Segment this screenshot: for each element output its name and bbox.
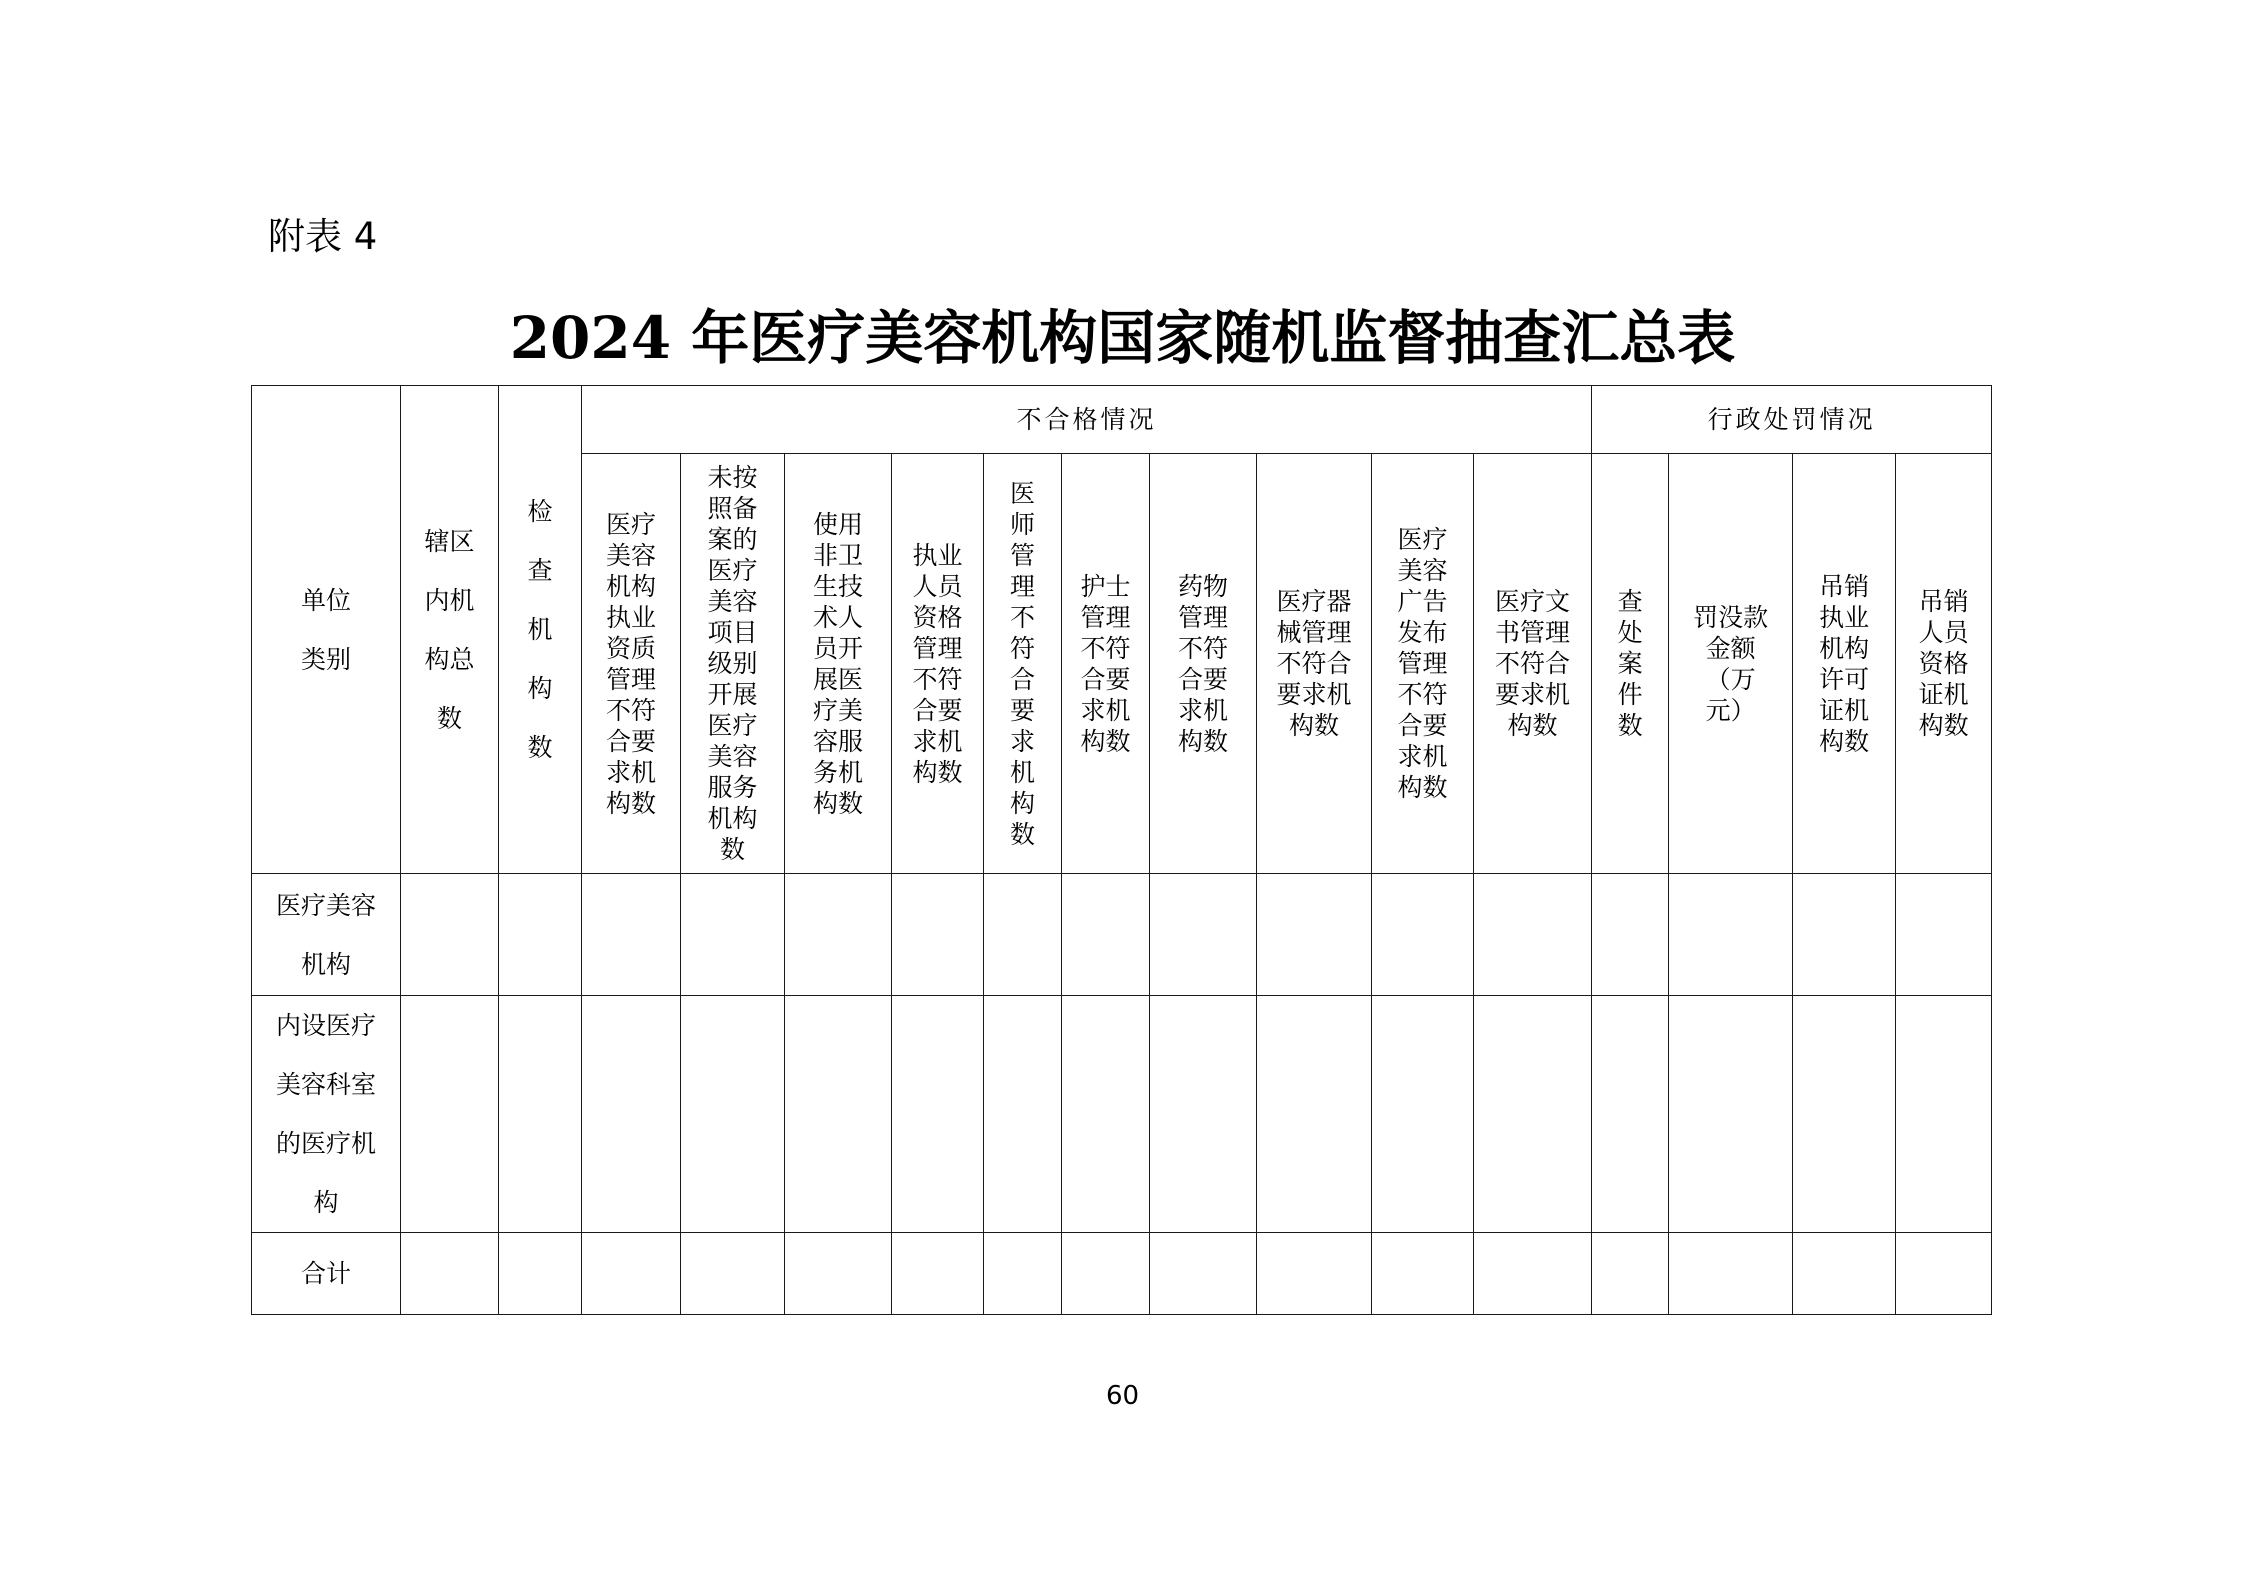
header-noncompliance-col: 医疗器 械管理 不符合 要求机 构数 [1257,454,1372,874]
empty-cell[interactable] [681,874,785,996]
header-penalty-col: 吊销 人员 资格 证机 构数 [1896,454,1992,874]
empty-cell[interactable] [1257,996,1372,1233]
table-row [252,996,1992,1233]
empty-cell[interactable] [1150,874,1257,996]
empty-cell[interactable] [1896,996,1992,1233]
empty-cell[interactable] [1592,1233,1669,1315]
header-noncompliance-col: 护士 管理 不符 合要 求机 构数 [1062,454,1150,874]
empty-cell[interactable] [401,996,499,1233]
empty-cell[interactable] [1474,996,1592,1233]
empty-cell[interactable] [1257,874,1372,996]
header-penalty-col: 吊销 执业 机构 许可 证机 构数 [1793,454,1896,874]
header-noncompliance-col: 药物 管理 不符 合要 求机 构数 [1150,454,1257,874]
empty-cell[interactable] [1669,1233,1793,1315]
empty-cell[interactable] [1372,874,1474,996]
header-noncompliance-col: 使用 非卫 生技 术人 员开 展医 疗美 容服 务机 构数 [785,454,892,874]
header-unit-category: 单位 类别 [252,386,401,874]
empty-cell[interactable] [1150,996,1257,1233]
appendix-label: 附表 4 [268,215,378,258]
empty-cell[interactable] [984,1233,1062,1315]
empty-cell[interactable] [1669,874,1793,996]
header-noncompliance-group: 不合格情况 [582,386,1592,454]
empty-cell[interactable] [1474,1233,1592,1315]
empty-cell[interactable] [1372,1233,1474,1315]
page-number: 60 [1105,1381,1140,1411]
empty-cell[interactable] [1062,1233,1150,1315]
table-row-total [252,1233,1992,1315]
header-inspected: 检 查 机 构 数 [499,386,582,874]
empty-cell[interactable] [1793,874,1896,996]
empty-cell[interactable] [1793,996,1896,1233]
empty-cell[interactable] [1150,1233,1257,1315]
empty-cell[interactable] [1896,1233,1992,1315]
empty-cell[interactable] [1474,874,1592,996]
empty-cell[interactable] [499,1233,582,1315]
empty-cell[interactable] [681,1233,785,1315]
empty-cell[interactable] [1669,996,1793,1233]
row-label: 合计 [252,1233,401,1315]
empty-cell[interactable] [892,1233,984,1315]
empty-cell[interactable] [499,996,582,1233]
empty-cell[interactable] [984,874,1062,996]
empty-cell[interactable] [681,996,785,1233]
header-noncompliance-col: 医 师 管 理 不 符 合 要 求 机 构 数 [984,454,1062,874]
empty-cell[interactable] [1062,996,1150,1233]
row-label: 内设医疗 美容科室 的医疗机 构 [252,996,401,1233]
empty-cell[interactable] [1896,874,1992,996]
empty-cell[interactable] [892,996,984,1233]
empty-cell[interactable] [984,996,1062,1233]
empty-cell[interactable] [785,874,892,996]
empty-cell[interactable] [785,1233,892,1315]
empty-cell[interactable] [1062,874,1150,996]
header-penalty-col: 查 处 案 件 数 [1592,454,1669,874]
header-noncompliance-col: 医疗 美容 广告 发布 管理 不符 合要 求机 构数 [1372,454,1474,874]
header-jurisdiction-total: 辖区 内机 构总 数 [401,386,499,874]
header-row-1 [252,386,1992,454]
empty-cell[interactable] [582,1233,681,1315]
empty-cell[interactable] [1592,874,1669,996]
table-row [252,874,1992,996]
empty-cell[interactable] [1592,996,1669,1233]
empty-cell[interactable] [785,996,892,1233]
page-title: 2024 年医疗美容机构国家随机监督抽查汇总表 [509,304,1736,372]
header-noncompliance-col: 医疗 美容 机构 执业 资质 管理 不符 合要 求机 构数 [582,454,681,874]
header-noncompliance-col: 执业 人员 资格 管理 不符 合要 求机 构数 [892,454,984,874]
header-noncompliance-col: 医疗文 书管理 不符合 要求机 构数 [1474,454,1592,874]
header-penalty-col: 罚没款 金额 （万 元） [1669,454,1793,874]
row-label: 医疗美容 机构 [252,874,401,996]
empty-cell[interactable] [892,874,984,996]
empty-cell[interactable] [1257,1233,1372,1315]
empty-cell[interactable] [582,996,681,1233]
empty-cell[interactable] [401,874,499,996]
header-noncompliance-col: 未按 照备 案的 医疗 美容 项目 级别 开展 医疗 美容 服务 机构 数 [681,454,785,874]
header-admin-penalty-group: 行政处罚情况 [1592,386,1992,454]
empty-cell[interactable] [582,874,681,996]
empty-cell[interactable] [1793,1233,1896,1315]
empty-cell[interactable] [1372,996,1474,1233]
empty-cell[interactable] [401,1233,499,1315]
summary-table [251,385,1992,1315]
empty-cell[interactable] [499,874,582,996]
